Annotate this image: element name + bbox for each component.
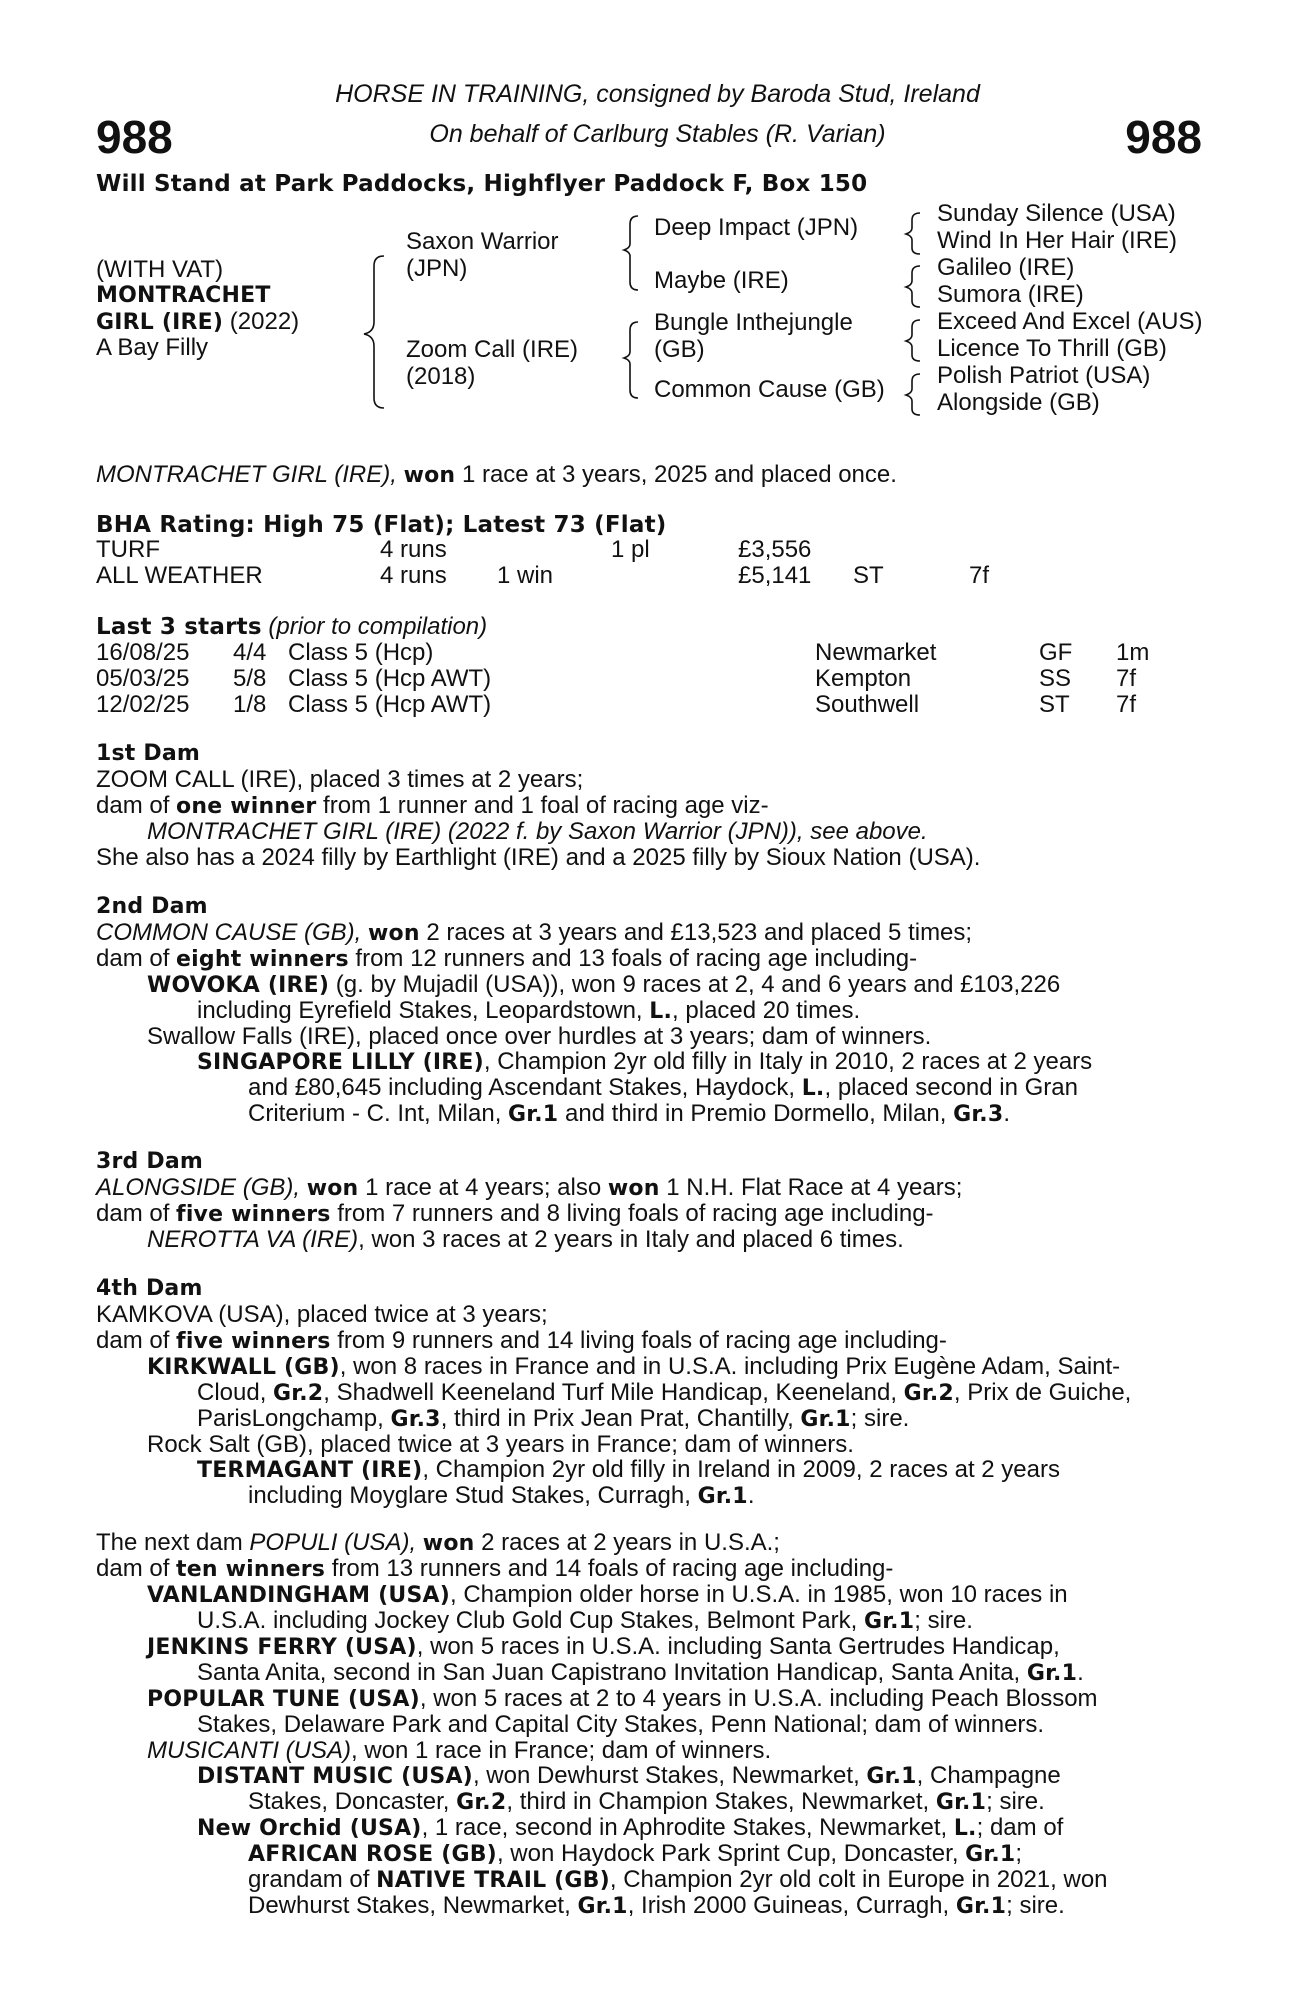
rock-salt: Rock Salt (GB), placed twice at 3 years in France; dam of winners.: [147, 1431, 854, 1458]
horse-description: A Bay Filly: [96, 334, 209, 361]
musicanti: MUSICANTI (USA), won 1 race in France; dam of winners.: [147, 1737, 772, 1764]
popular-tune-line2: Stakes, Delaware Park and Capital City Stakes, Penn National; dam of winners.: [197, 1711, 1045, 1738]
start-date: 05/03/25: [96, 665, 190, 692]
horse-name-line1: MONTRACHET: [96, 283, 271, 308]
start-course: Newmarket: [815, 639, 937, 666]
sire-sire: Deep Impact (JPN): [654, 214, 859, 241]
gen3-5: Exceed And Excel (AUS): [937, 308, 1203, 335]
first-dam-heading: 1st Dam: [96, 741, 201, 766]
kirkwall-line3: ParisLongchamp, Gr.3, third in Prix Jean Prat, Chantilly, Gr.1; sire.: [197, 1405, 910, 1432]
rating-wins: 1 win: [497, 562, 554, 589]
start-date: 12/02/25: [96, 691, 190, 718]
last-starts-table: [96, 640, 1196, 718]
singapore-line3: Criterium - C. Int, Milan, Gr.1 and third in Premio Dormello, Milan, Gr.3.: [248, 1100, 1011, 1127]
gen3-8: Alongside (GB): [937, 389, 1100, 416]
first-dam-line4: She also has a 2024 filly by Earthlight (IRE) and a 2025 filly by Sioux Nation (USA).: [96, 844, 981, 871]
dam-sire-line1: Bungle Inthejungle: [654, 309, 853, 336]
rating-runs: 4 runs: [380, 562, 447, 589]
rating-earnings: £5,141: [738, 562, 812, 589]
rating-surface: ALL WEATHER: [96, 562, 263, 589]
gen3-4: Sumora (IRE): [937, 281, 1084, 308]
start-going: GF: [1039, 639, 1073, 666]
fourth-dam-line2: dam of five winners from 9 runners and 14 living foals of racing age including-: [96, 1327, 947, 1354]
vanlandingham-line1: VANLANDINGHAM (USA), Champion older horse in U.S.A. in 1985, won 10 races in: [147, 1581, 1068, 1608]
gen3-1: Sunday Silence (USA): [937, 200, 1176, 227]
start-course: Kempton: [815, 665, 912, 692]
vanlandingham-line2: U.S.A. including Jockey Club Gold Cup Stakes, Belmont Park, Gr.1; sire.: [197, 1607, 973, 1634]
native-trail-line2: Dewhurst Stakes, Newmarket, Gr.1, Irish 2000 Guineas, Curragh, Gr.1; sire.: [248, 1892, 1065, 1919]
dam-sire-line2: (GB): [654, 336, 705, 363]
start-race: Class 5 (Hcp AWT): [288, 691, 492, 718]
sire-dam: Maybe (IRE): [654, 267, 789, 294]
sire-line1: Saxon Warrior: [406, 228, 559, 255]
rating-surface: TURF: [96, 536, 160, 563]
third-dam-line3: NEROTTA VA (IRE), won 3 races at 2 years in Italy and placed 6 times.: [147, 1226, 904, 1253]
kirkwall-line1: KIRKWALL (GB), won 8 races in France and in U.S.A. including Prix Eugène Adam, Saint-: [147, 1353, 1121, 1380]
singapore-line1: SINGAPORE LILLY (IRE), Champion 2yr old filly in Italy in 2010, 2 races at 2 years: [197, 1048, 1093, 1075]
termagant-line1: TERMAGANT (IRE), Champion 2yr old filly in Ireland in 2009, 2 races at 2 years: [197, 1456, 1060, 1483]
last-starts-heading: Last 3 starts (prior to compilation): [96, 613, 488, 640]
location-line: Will Stand at Park Paddocks, Highflyer Paddock F, Box 150: [96, 171, 868, 197]
distant-music-line2: Stakes, Doncaster, Gr.2, third in Champion Stakes, Newmarket, Gr.1; sire.: [248, 1788, 1045, 1815]
start-race: Class 5 (Hcp): [288, 639, 434, 666]
race-summary: MONTRACHET GIRL (IRE), won 1 race at 3 years, 2025 and placed once.: [96, 461, 897, 488]
lot-number-left: 988: [96, 111, 173, 163]
gen3-2: Wind In Her Hair (IRE): [937, 227, 1178, 254]
second-dam-line2: dam of eight winners from 12 runners and 13 foals of racing age including-: [96, 945, 918, 972]
consignor-line: HORSE IN TRAINING, consigned by Baroda Stud, Ireland: [335, 80, 980, 108]
singapore-line2: and £80,645 including Ascendant Stakes, Haydock, L., placed second in Gran: [248, 1074, 1078, 1101]
start-race: Class 5 (Hcp AWT): [288, 665, 492, 692]
dam-dam: Common Cause (GB): [654, 376, 885, 403]
third-dam-line1: ALONGSIDE (GB), won 1 race at 4 years; also won 1 N.H. Flat Race at 4 years;: [96, 1174, 963, 1201]
jenkins-line2: Santa Anita, second in San Juan Capistrano Invitation Handicap, Santa Anita, Gr.1.: [197, 1659, 1084, 1686]
next-dam-line1: The next dam POPULI (USA), won 2 races at 2 years in U.S.A.;: [96, 1529, 780, 1556]
popular-tune-line1: POPULAR TUNE (USA), won 5 races at 2 to 4 years in U.S.A. including Peach Blossom: [147, 1685, 1098, 1712]
vat-note: (WITH VAT): [96, 256, 224, 283]
next-dam-line2: dam of ten winners from 13 runners and 14 foals of racing age including-: [96, 1555, 894, 1582]
start-going: ST: [1039, 691, 1070, 718]
kirkwall-line2: Cloud, Gr.2, Shadwell Keeneland Turf Mile Handicap, Keeneland, Gr.2, Prix de Guiche,: [197, 1379, 1132, 1406]
start-course: Southwell: [815, 691, 920, 718]
sire-line2: (JPN): [406, 255, 468, 282]
second-dam-heading: 2nd Dam: [96, 894, 208, 919]
distant-music-line1: DISTANT MUSIC (USA), won Dewhurst Stakes, Newmarket, Gr.1, Champagne: [197, 1762, 1061, 1789]
start-pos: 1/8: [233, 691, 267, 718]
start-going: SS: [1039, 665, 1072, 692]
start-dist: 1m: [1116, 639, 1150, 666]
start-dist: 7f: [1116, 691, 1137, 718]
dam-line1: Zoom Call (IRE): [406, 336, 579, 363]
rating-placed: 1 pl: [611, 536, 650, 563]
gen3-3: Galileo (IRE): [937, 254, 1075, 281]
fourth-dam-line1: KAMKOVA (USA), placed twice at 3 years;: [96, 1301, 548, 1328]
gen3-6: Licence To Thrill (GB): [937, 335, 1167, 362]
first-dam-line3: MONTRACHET GIRL (IRE) (2022 f. by Saxon Warrior (JPN)), see above.: [147, 818, 928, 845]
third-dam-line2: dam of five winners from 7 runners and 8 living foals of racing age including-: [96, 1200, 934, 1227]
rating-distance: 7f: [969, 562, 990, 589]
bha-rating: BHA Rating: High 75 (Flat); Latest 73 (Flat): [96, 512, 667, 538]
fourth-dam-heading: 4th Dam: [96, 1276, 203, 1301]
wovoka-line2: including Eyrefield Stakes, Leopardstown, L., placed 20 times.: [197, 997, 861, 1024]
first-dam-line2: dam of one winner from 1 runner and 1 foal of racing age viz-: [96, 792, 769, 819]
gen3-7: Polish Patriot (USA): [937, 362, 1151, 389]
horse-name-line2: GIRL (IRE): [96, 310, 224, 335]
rating-table: [96, 537, 1196, 589]
african-rose-line: AFRICAN ROSE (GB), won Haydock Park Sprint Cup, Doncaster, Gr.1;: [248, 1840, 1023, 1867]
new-orchid-line: New Orchid (USA), 1 race, second in Aphrodite Stakes, Newmarket, L.; dam of: [197, 1814, 1064, 1841]
rating-runs: 4 runs: [380, 536, 447, 563]
jenkins-line1: JENKINS FERRY (USA), won 5 races in U.S.A. including Santa Gertrudes Handicap,: [147, 1633, 1060, 1660]
lot-number-right: 988: [1125, 111, 1202, 163]
native-trail-line: grandam of NATIVE TRAIL (GB), Champion 2yr old colt in Europe in 2021, won: [248, 1866, 1108, 1893]
wovoka-line1: WOVOKA (IRE) (g. by Mujadil (USA)), won 9 races at 2, 4 and 6 years and £103,226: [147, 971, 1061, 998]
start-date: 16/08/25: [96, 639, 190, 666]
termagant-line2: including Moyglare Stud Stakes, Curragh, Gr.1.: [248, 1482, 755, 1509]
horse-year: (2022): [229, 308, 300, 335]
rating-going: ST: [853, 562, 884, 589]
start-pos: 4/4: [233, 639, 267, 666]
second-dam-line1: COMMON CAUSE (GB), won 2 races at 3 years and £13,523 and placed 5 times;: [96, 919, 973, 946]
dam-line2: (2018): [406, 363, 476, 390]
on-behalf-line: On behalf of Carlburg Stables (R. Varian): [429, 120, 886, 148]
start-pos: 5/8: [233, 665, 267, 692]
start-dist: 7f: [1116, 665, 1137, 692]
rating-earnings: £3,556: [738, 536, 812, 563]
swallow-falls: Swallow Falls (IRE), placed once over hurdles at 3 years; dam of winners.: [147, 1023, 932, 1050]
first-dam-line1: ZOOM CALL (IRE), placed 3 times at 2 years;: [96, 766, 584, 793]
third-dam-heading: 3rd Dam: [96, 1149, 203, 1174]
